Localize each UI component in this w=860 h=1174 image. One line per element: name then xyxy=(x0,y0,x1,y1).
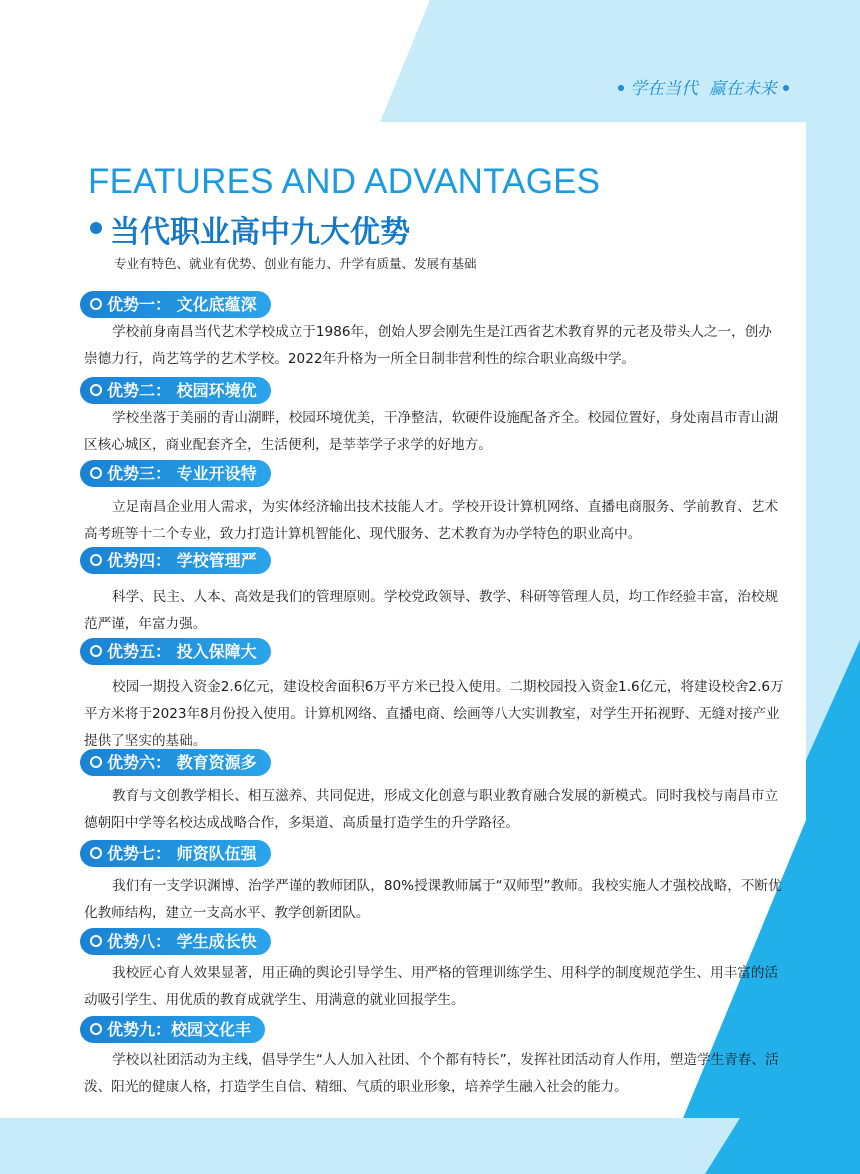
slogan-right: 赢在未来 xyxy=(708,79,777,99)
section-label-text: 优势九：校园文化丰 xyxy=(107,1020,252,1039)
slogan xyxy=(612,74,812,99)
bullet-dot-icon xyxy=(783,85,789,91)
section-label-7 xyxy=(80,840,271,867)
title-bullet-icon xyxy=(90,222,102,234)
section-text-9: 学校以社团活动为主线，倡导学生“人人加入社团、个个都有特长”，发挥社团活动育人作用，塑造学生青春、活泼、阳光的健康人格，打造学生自信、精细、气质的职业形象，培养学生融入社会的能力。 xyxy=(84,1052,779,1095)
circle-icon xyxy=(90,935,102,947)
section-label-4 xyxy=(80,547,271,574)
section-label-1 xyxy=(80,291,271,318)
english-title: FEATURES AND ADVANTAGES xyxy=(88,162,601,201)
slogan-left: 学在当代 xyxy=(630,79,698,99)
section-text-6: 教育与文创教学相长、相互滋养、共同促进，形成文化创意与职业教育融合发展的新模式。同时我校与南昌市立德朝阳中学等名校达成战略合作，多渠道、高质量打造学生的升学路径。 xyxy=(84,788,779,831)
section-label-text: 优势七： 师资队伍强 xyxy=(107,844,257,863)
circle-icon xyxy=(90,298,102,310)
section-text-7: 我们有一支学识渊博、治学严谨的教师团队，80%授课教师属于“双师型”教师。我校实施人才强校战略，不断优化教师结构，建立一支高水平、教学创新团队。 xyxy=(84,878,782,921)
subtitle: 专业有特色、就业有优势、创业有能力、升学有质量、发展有基础 xyxy=(114,256,477,271)
top-light-band xyxy=(380,0,860,122)
section-label-8 xyxy=(80,928,271,955)
section-label-5 xyxy=(80,638,271,665)
circle-icon xyxy=(90,554,102,566)
section-text-5: 校园一期投入资金2.6亿元，建设校舍面积6万平方米已投入使用。二期校园投入资金1.6亿元，将建设校舍2.6万平方米将于2023年8月份投入使用。计算机网络、直播电商、绘画等八大实训教室，对学生开拓视野、无缝对接产业提供了坚实的基础。 xyxy=(84,679,784,749)
circle-icon xyxy=(90,847,102,859)
section-text-8: 我校匠心育人效果显著，用正确的舆论引导学生、用严格的管理训练学生、用科学的制度规范学生、用丰富的活动吸引学生、用优质的教育成就学生、用满意的就业回报学生。 xyxy=(84,965,779,1008)
bottom-light-band xyxy=(0,1118,740,1174)
chinese-title: 当代职业高中九大优势 xyxy=(110,215,410,250)
section-label-text: 优势三： 专业开设特 xyxy=(107,464,257,483)
section-label-text: 优势一： 文化底蕴深 xyxy=(107,295,257,314)
section-text-3: 立足南昌企业用人需求，为实体经济输出技术技能人才。学校开设计算机网络、直播电商服务、学前教育、艺术高考班等十二个专业，致力打造计算机智能化、现代服务、艺术教育为办学特色的职业高中。 xyxy=(84,499,779,542)
circle-icon xyxy=(90,756,102,768)
circle-icon xyxy=(90,645,102,657)
section-label-9 xyxy=(80,1016,265,1043)
bullet-dot-icon xyxy=(618,85,624,91)
section-text-4: 科学、民主、人本、高效是我们的管理原则。学校党政领导、教学、科研等管理人员，均工作经验丰富，治校规范严谨，年富力强。 xyxy=(84,589,779,632)
section-label-text: 优势四： 学校管理严 xyxy=(107,551,257,570)
section-label-2 xyxy=(80,377,271,404)
section-label-3 xyxy=(80,460,271,487)
circle-icon xyxy=(90,384,102,396)
section-label-text: 优势二： 校园环境优 xyxy=(107,381,257,400)
circle-icon xyxy=(90,467,102,479)
section-label-6 xyxy=(80,749,271,776)
section-label-text: 优势八： 学生成长快 xyxy=(107,932,257,951)
section-label-text: 优势五： 投入保障大 xyxy=(107,642,257,661)
section-label-text: 优势六： 教育资源多 xyxy=(107,753,257,772)
section-text-2: 学校坐落于美丽的青山湖畔，校园环境优美，干净整洁，软硬件设施配备齐全。校园位置好，身处南昌市青山湖区核心城区，商业配套齐全，生活便利，是莘莘学子求学的好地方。 xyxy=(84,410,779,453)
section-text-1: 学校前身南昌当代艺术学校成立于1986年，创始人罗会刚先生是江西省艺术教育界的元老及带头人之一，创办崇德力行，尚艺笃学的艺术学校。2022年升格为一所全日制非营利性的综合职业高级中学。 xyxy=(84,324,772,367)
circle-icon xyxy=(90,1023,102,1035)
